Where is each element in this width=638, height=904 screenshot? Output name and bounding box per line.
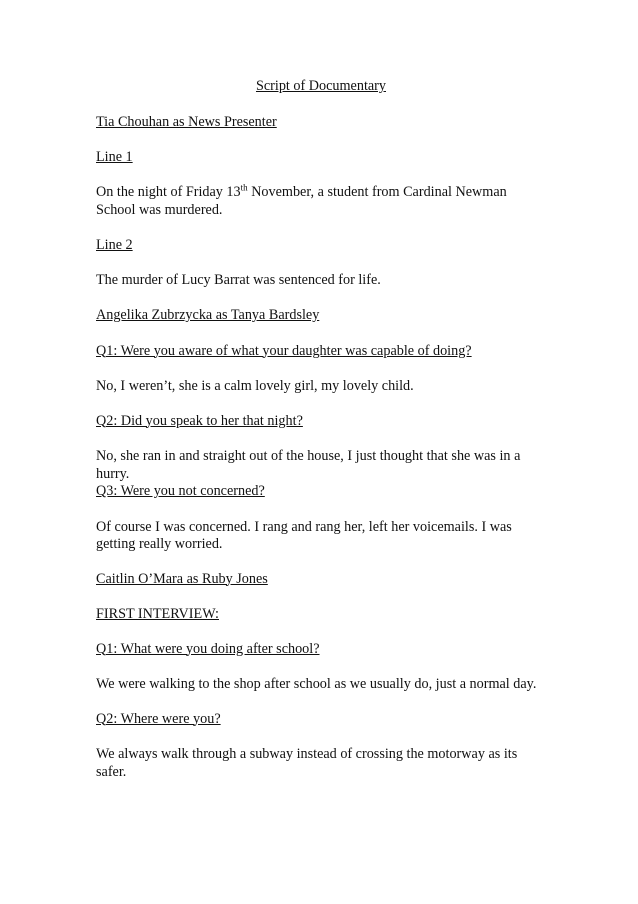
line1-text-b: November, a student from Cardinal Newman School was murdered. (96, 184, 507, 218)
angelika-question-2: Q2: Did you speak to her that night? (96, 412, 303, 429)
line1-text-a: On the night of Friday 13 (96, 184, 241, 200)
caitlin-answer-2: We always walk through a subway instead of crossing the motorway as its safer. (96, 746, 518, 780)
line2-text: The murder of Lucy Barrat was sentenced for life. (96, 271, 381, 288)
angelika-answer-2: No, she ran in and straight out of the house, I just thought that she was in a hurry. (96, 448, 521, 482)
angelika-question-1: Q1: Were you aware of what your daughter was capable of doing? (96, 342, 472, 359)
first-interview-heading: FIRST INTERVIEW: (96, 606, 219, 622)
caitlin-question-2: Q2: Where were you? (96, 710, 221, 727)
angelika-heading: Angelika Zubrzycka as Tanya Bardsley (96, 307, 320, 323)
angelika-answer-1: No, I weren’t, she is a calm lovely girl, my lovely child. (96, 378, 414, 394)
angelika-question-3: Q3: Were you not concerned? (96, 483, 265, 499)
angelika-answer-3: Of course I was concerned. I rang and rang her, left her voicemails. I was getting really worried. (96, 518, 512, 552)
line2-label: Line 2 (96, 237, 133, 253)
line1-label: Line 1 (96, 148, 133, 165)
document-body (96, 78, 546, 781)
caitlin-answer-1: We were walking to the shop after school as we usually do, just a normal day. (96, 676, 537, 692)
caitlin-question-1: Q1: What were you doing after school? (96, 640, 320, 657)
caitlin-heading: Caitlin O’Mara as Ruby Jones (96, 570, 268, 587)
line1-text (96, 184, 546, 219)
document-title: Script of Documentary (255, 78, 386, 94)
line1-text-sup: th (240, 182, 248, 193)
presenter-heading: Tia Chouhan as News Presenter (96, 114, 277, 130)
